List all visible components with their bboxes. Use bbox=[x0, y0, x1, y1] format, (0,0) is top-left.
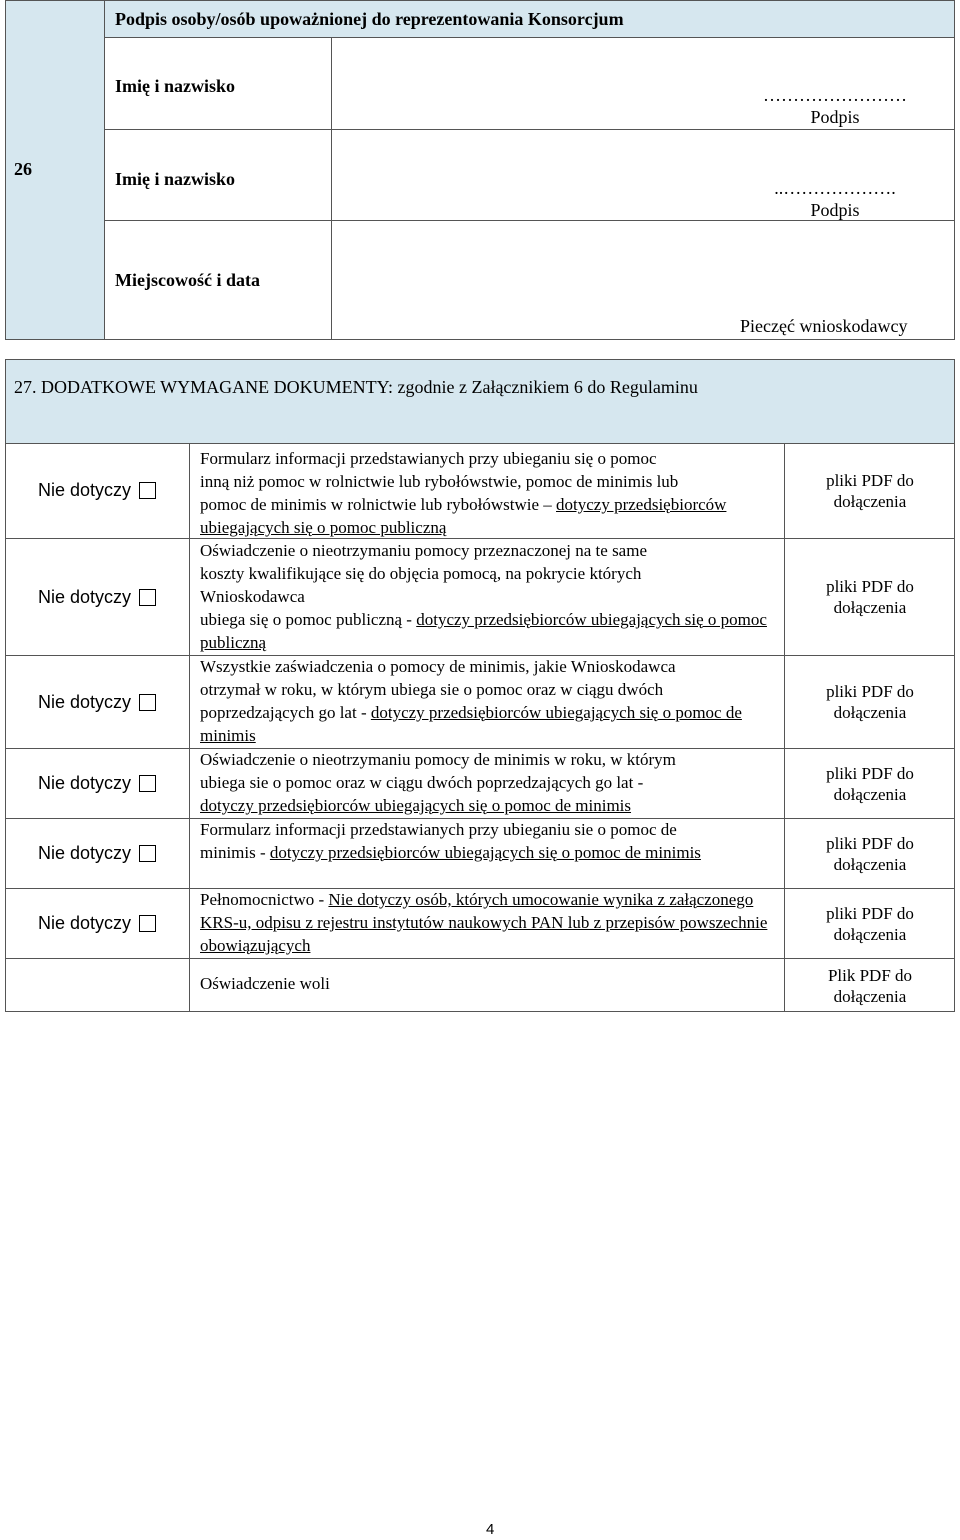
section-27-header-row bbox=[5, 359, 955, 444]
file-attachment-note bbox=[785, 443, 955, 538]
signature-dots-2: ..………………. bbox=[774, 178, 896, 198]
section-27-number: 27. bbox=[14, 377, 41, 397]
not-applicable-option bbox=[5, 819, 189, 888]
not-applicable-label: Nie dotyczy bbox=[37, 843, 132, 863]
description-line: Wnioskodawca bbox=[200, 587, 305, 606]
section-26-divider-1 bbox=[104, 129, 955, 130]
not-applicable-label: Nie dotyczy bbox=[37, 586, 132, 607]
file-note-line-1: pliki PDF do bbox=[826, 577, 914, 596]
description-line: poprzedzających go lat - bbox=[200, 703, 371, 722]
section-26-number: 26 bbox=[14, 159, 32, 179]
not-applicable-label: Nie dotyczy bbox=[37, 913, 132, 933]
description-line: koszty kwalifikujące się do objęcia pomocą, na pokrycie których bbox=[200, 564, 642, 583]
document-description bbox=[190, 748, 784, 817]
not-applicable-checkbox[interactable] bbox=[139, 694, 156, 711]
description-line: otrzymał w roku, w którym ubiega sie o pomoc oraz w ciągu dwóch bbox=[200, 680, 664, 699]
not-applicable-checkbox[interactable] bbox=[139, 845, 156, 862]
section-27-subtitle: zgodnie z Załącznikiem 6 do Regulaminu bbox=[392, 377, 698, 397]
description-line: Pełnomocnictwo - bbox=[200, 890, 329, 909]
not-applicable-checkbox[interactable] bbox=[139, 482, 156, 499]
description-line: Formularz informacji przedstawianych przy ubieganiu sie o pomoc de bbox=[200, 820, 677, 839]
signature-block-1 bbox=[740, 84, 930, 128]
not-applicable-label: Nie dotyczy bbox=[37, 480, 132, 500]
name-label-2: Imię i nazwisko bbox=[115, 169, 236, 189]
not-applicable-label: Nie dotyczy bbox=[37, 773, 132, 793]
file-attachment-note bbox=[785, 539, 955, 655]
file-note-line-2: dołączenia bbox=[833, 784, 907, 804]
not-applicable-checkbox[interactable] bbox=[139, 589, 156, 606]
stamp-label: Pieczęć wnioskodawcy bbox=[740, 316, 908, 336]
not-applicable-label: Nie dotyczy bbox=[37, 691, 132, 712]
document-description bbox=[190, 888, 784, 957]
not-applicable-option bbox=[5, 889, 189, 958]
file-note-line-1: pliki PDF do bbox=[826, 470, 914, 490]
not-applicable-checkbox[interactable] bbox=[139, 915, 156, 932]
file-attachment-note bbox=[785, 749, 955, 818]
not-applicable-checkbox[interactable] bbox=[139, 775, 156, 792]
document-description bbox=[190, 447, 784, 539]
not-applicable-option bbox=[5, 749, 189, 818]
place-date-label: Miejscowość i data bbox=[115, 270, 260, 290]
file-note-line-2: dołączenia bbox=[833, 598, 907, 617]
applicability-note: Nie dotyczy osób, których umocowanie wynika z załączonego KRS-u, odpisu z rejestru instytutów naukowych PAN lub z przepisów powszechnie obowiązujących bbox=[200, 890, 768, 955]
file-attachment-note bbox=[785, 656, 955, 748]
signature-dots-1: …………………… bbox=[763, 85, 907, 105]
file-note-line-1: pliki PDF do bbox=[826, 903, 914, 923]
file-note-line-1: Plik PDF do bbox=[827, 965, 913, 985]
not-applicable-option bbox=[5, 656, 189, 748]
description-line: Oświadczenie woli bbox=[200, 974, 330, 993]
not-applicable-option bbox=[5, 539, 189, 655]
description-line: ubiega sie o pomoc oraz w ciągu dwóch poprzedzających go lat - bbox=[200, 773, 644, 792]
signature-label-1: Podpis bbox=[810, 107, 860, 127]
file-attachment-note bbox=[785, 889, 955, 958]
description-line: pomoc de minimis w rolnictwie lub rybołówstwie – bbox=[200, 495, 557, 514]
description-line: Wszystkie zaświadczenia o pomocy de minimis, jakie Wnioskodawca bbox=[200, 657, 676, 676]
description-line: minimis - bbox=[200, 843, 270, 862]
file-note-line-1: pliki PDF do bbox=[826, 833, 914, 853]
file-note-line-1: pliki PDF do bbox=[826, 763, 914, 783]
applicability-note: dotyczy przedsiębiorców ubiegających się o pomoc de minimis bbox=[200, 703, 742, 745]
document-description bbox=[190, 972, 784, 995]
description-line: Oświadczenie o nieotrzymaniu pomocy przeznaczonej na te same bbox=[200, 541, 647, 560]
not-applicable-option bbox=[5, 443, 189, 538]
section-27-header bbox=[14, 377, 698, 398]
page-number: 4 bbox=[486, 1521, 495, 1538]
signature-block-2 bbox=[740, 177, 930, 221]
applicability-note: dotyczy przedsiębiorców ubiegających się o pomoc de minimis bbox=[269, 843, 701, 862]
description-line: inną niż pomoc w rolnictwie lub rybołówstwie, pomoc de minimis lub bbox=[200, 472, 679, 491]
file-attachment-note bbox=[785, 819, 955, 888]
file-note-line-2: dołączenia bbox=[833, 703, 907, 722]
file-note-line-2: dołączenia bbox=[833, 986, 907, 1006]
description-line: Formularz informacji przedstawianych przy ubieganiu się o pomoc bbox=[200, 449, 657, 468]
applicability-note: dotyczy przedsiębiorców ubiegających się o pomoc publiczną bbox=[200, 495, 727, 537]
description-line: ubiega się o pomoc publiczną - bbox=[200, 610, 417, 629]
section-27-title: DODATKOWE WYMAGANE DOKUMENTY: bbox=[41, 377, 393, 397]
file-note-line-2: dołączenia bbox=[833, 854, 907, 874]
description-line: Oświadczenie o nieotrzymaniu pomocy de minimis w roku, w którym bbox=[200, 750, 676, 769]
file-note-line-2: dołączenia bbox=[833, 491, 907, 511]
section-26-header: Podpis osoby/osób upoważnionej do reprezentowania Konsorcjum bbox=[115, 9, 624, 29]
signature-label-2: Podpis bbox=[810, 200, 860, 220]
document-description bbox=[190, 818, 784, 864]
document-description bbox=[190, 539, 784, 654]
applicability-note: dotyczy przedsiębiorców ubiegających się o pomoc de minimis bbox=[200, 796, 632, 815]
name-label-1: Imię i nazwisko bbox=[115, 76, 236, 96]
file-note-line-2: dołączenia bbox=[833, 924, 907, 944]
document-description bbox=[190, 655, 784, 747]
file-note-line-1: pliki PDF do bbox=[826, 682, 914, 701]
applicability-note: dotyczy przedsiębiorców ubiegających się o pomoc publiczną bbox=[200, 610, 767, 652]
file-attachment-note bbox=[785, 959, 955, 1012]
